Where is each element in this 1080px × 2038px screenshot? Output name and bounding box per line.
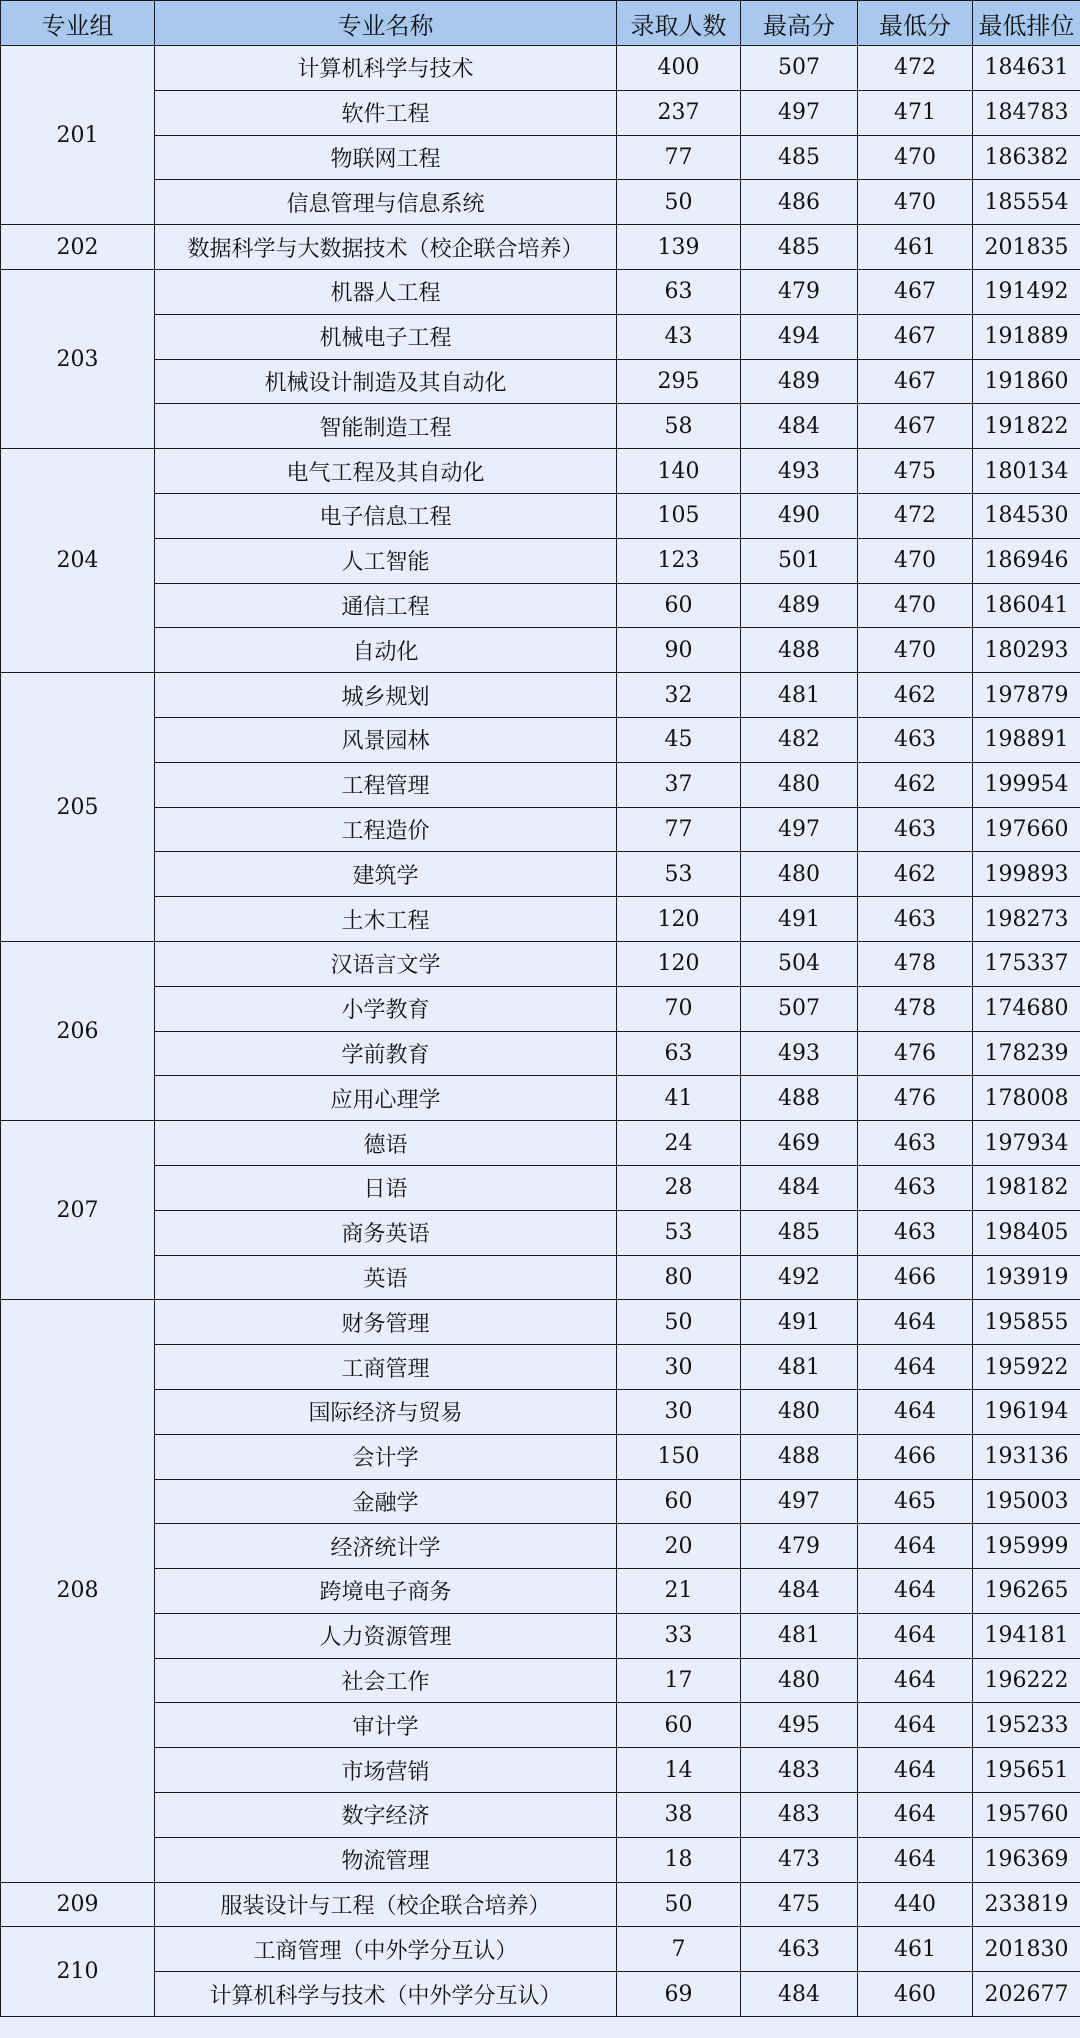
max-score-cell: 488: [741, 628, 858, 673]
max-score-cell: 484: [741, 1569, 858, 1614]
major-name-cell: 风景园林: [155, 717, 617, 762]
table-row: [1, 225, 1080, 270]
major-name-cell: 会计学: [155, 1434, 617, 1479]
enrolled-count-cell: 30: [617, 1345, 741, 1390]
major-name-cell: 小学教育: [155, 986, 617, 1031]
min-score-cell: 470: [858, 583, 973, 628]
min-score-cell: 476: [858, 1031, 973, 1076]
enrolled-count-cell: 120: [617, 941, 741, 986]
min-score-cell: 464: [858, 1389, 973, 1434]
group-cell: 209: [1, 1882, 155, 1927]
max-score-cell: 483: [741, 1793, 858, 1838]
table-row: [1, 1210, 1080, 1255]
table-row: [1, 717, 1080, 762]
min-rank-cell: 197934: [973, 1121, 1080, 1166]
table-row: [1, 1837, 1080, 1882]
min-rank-cell: 196194: [973, 1389, 1080, 1434]
max-score-cell: 491: [741, 1300, 858, 1345]
major-name-cell: 汉语言文学: [155, 941, 617, 986]
table-row: [1, 359, 1080, 404]
table-row: [1, 852, 1080, 897]
min-score-cell: 464: [858, 1703, 973, 1748]
enrolled-count-cell: 70: [617, 986, 741, 1031]
min-score-cell: 461: [858, 225, 973, 270]
enrolled-count-cell: 50: [617, 1300, 741, 1345]
max-score-cell: 480: [741, 762, 858, 807]
major-name-cell: 计算机科学与技术（中外学分互认）: [155, 1972, 617, 2017]
min-rank-cell: 198405: [973, 1210, 1080, 1255]
header-min-score: 最低分: [858, 1, 973, 46]
enrolled-count-cell: 33: [617, 1613, 741, 1658]
enrolled-count-cell: 77: [617, 135, 741, 180]
min-score-cell: 464: [858, 1300, 973, 1345]
table-row: [1, 1434, 1080, 1479]
major-name-cell: 德语: [155, 1121, 617, 1166]
min-score-cell: 464: [858, 1658, 973, 1703]
table-row: [1, 1703, 1080, 1748]
min-rank-cell: 175337: [973, 941, 1080, 986]
group-cell: 203: [1, 269, 155, 448]
group-cell: 204: [1, 449, 155, 673]
enrolled-count-cell: 50: [617, 180, 741, 225]
header-row: [1, 1, 1080, 46]
enrolled-count-cell: 150: [617, 1434, 741, 1479]
min-score-cell: 462: [858, 852, 973, 897]
major-name-cell: 电子信息工程: [155, 493, 617, 538]
max-score-cell: 485: [741, 1210, 858, 1255]
min-rank-cell: 195922: [973, 1345, 1080, 1390]
major-name-cell: 人力资源管理: [155, 1613, 617, 1658]
min-score-cell: 470: [858, 538, 973, 583]
min-rank-cell: 196265: [973, 1569, 1080, 1614]
group-cell: 210: [1, 1927, 155, 2017]
min-score-cell: 464: [858, 1793, 973, 1838]
group-cell: 202: [1, 225, 155, 270]
max-score-cell: 488: [741, 1076, 858, 1121]
min-score-cell: 461: [858, 1927, 973, 1972]
header-enrolled-count: 录取人数: [617, 1, 741, 46]
major-name-cell: 数字经济: [155, 1793, 617, 1838]
min-rank-cell: 195855: [973, 1300, 1080, 1345]
header-min-rank: 最低排位: [973, 1, 1080, 46]
min-rank-cell: 233819: [973, 1882, 1080, 1927]
max-score-cell: 482: [741, 717, 858, 762]
max-score-cell: 463: [741, 1927, 858, 1972]
table-row: [1, 1569, 1080, 1614]
max-score-cell: 484: [741, 404, 858, 449]
header-group: 专业组: [1, 1, 155, 46]
group-cell: 208: [1, 1300, 155, 1882]
enrolled-count-cell: 295: [617, 359, 741, 404]
min-rank-cell: 191492: [973, 269, 1080, 314]
min-score-cell: 463: [858, 807, 973, 852]
max-score-cell: 480: [741, 852, 858, 897]
enrolled-count-cell: 53: [617, 852, 741, 897]
table-row: [1, 538, 1080, 583]
min-rank-cell: 180134: [973, 449, 1080, 494]
enrolled-count-cell: 28: [617, 1165, 741, 1210]
max-score-cell: 507: [741, 46, 858, 91]
max-score-cell: 469: [741, 1121, 858, 1166]
table-row: [1, 1389, 1080, 1434]
min-score-cell: 464: [858, 1748, 973, 1793]
min-score-cell: 464: [858, 1345, 973, 1390]
max-score-cell: 495: [741, 1703, 858, 1748]
min-rank-cell: 191822: [973, 404, 1080, 449]
enrolled-count-cell: 7: [617, 1927, 741, 1972]
enrolled-count-cell: 24: [617, 1121, 741, 1166]
min-rank-cell: 196222: [973, 1658, 1080, 1703]
major-name-cell: 智能制造工程: [155, 404, 617, 449]
major-name-cell: 社会工作: [155, 1658, 617, 1703]
max-score-cell: 480: [741, 1389, 858, 1434]
table-row: [1, 897, 1080, 942]
min-score-cell: 463: [858, 1165, 973, 1210]
major-name-cell: 物联网工程: [155, 135, 617, 180]
min-score-cell: 471: [858, 90, 973, 135]
enrolled-count-cell: 139: [617, 225, 741, 270]
min-score-cell: 463: [858, 717, 973, 762]
enrolled-count-cell: 120: [617, 897, 741, 942]
major-name-cell: 机械设计制造及其自动化: [155, 359, 617, 404]
enrolled-count-cell: 21: [617, 1569, 741, 1614]
min-score-cell: 464: [858, 1524, 973, 1569]
table-row: [1, 807, 1080, 852]
min-rank-cell: 193919: [973, 1255, 1080, 1300]
table-row: [1, 449, 1080, 494]
max-score-cell: 486: [741, 180, 858, 225]
major-name-cell: 审计学: [155, 1703, 617, 1748]
major-name-cell: 学前教育: [155, 1031, 617, 1076]
major-name-cell: 电气工程及其自动化: [155, 449, 617, 494]
major-name-cell: 金融学: [155, 1479, 617, 1524]
min-score-cell: 464: [858, 1837, 973, 1882]
group-cell: 201: [1, 46, 155, 225]
max-score-cell: 479: [741, 269, 858, 314]
table-row: [1, 1479, 1080, 1524]
min-rank-cell: 195999: [973, 1524, 1080, 1569]
table-row: [1, 583, 1080, 628]
min-score-cell: 464: [858, 1569, 973, 1614]
table-header: [1, 1, 1080, 46]
max-score-cell: 484: [741, 1165, 858, 1210]
major-name-cell: 城乡规划: [155, 673, 617, 718]
min-score-cell: 465: [858, 1479, 973, 1524]
min-rank-cell: 186041: [973, 583, 1080, 628]
major-name-cell: 土木工程: [155, 897, 617, 942]
min-score-cell: 460: [858, 1972, 973, 2017]
min-score-cell: 470: [858, 135, 973, 180]
major-name-cell: 计算机科学与技术: [155, 46, 617, 91]
min-rank-cell: 184631: [973, 46, 1080, 91]
enrolled-count-cell: 140: [617, 449, 741, 494]
table-row: [1, 1613, 1080, 1658]
max-score-cell: 489: [741, 583, 858, 628]
min-rank-cell: 184783: [973, 90, 1080, 135]
min-score-cell: 470: [858, 180, 973, 225]
min-rank-cell: 197660: [973, 807, 1080, 852]
min-score-cell: 467: [858, 404, 973, 449]
enrolled-count-cell: 237: [617, 90, 741, 135]
enrolled-count-cell: 63: [617, 1031, 741, 1076]
table-row: [1, 628, 1080, 673]
enrolled-count-cell: 400: [617, 46, 741, 91]
table-row: [1, 314, 1080, 359]
min-score-cell: 472: [858, 493, 973, 538]
min-rank-cell: 178239: [973, 1031, 1080, 1076]
max-score-cell: 480: [741, 1658, 858, 1703]
max-score-cell: 501: [741, 538, 858, 583]
table-row: [1, 941, 1080, 986]
table-row: [1, 1658, 1080, 1703]
min-score-cell: 467: [858, 359, 973, 404]
min-rank-cell: 185554: [973, 180, 1080, 225]
major-name-cell: 信息管理与信息系统: [155, 180, 617, 225]
min-rank-cell: 178008: [973, 1076, 1080, 1121]
enrolled-count-cell: 90: [617, 628, 741, 673]
enrolled-count-cell: 43: [617, 314, 741, 359]
min-score-cell: 467: [858, 269, 973, 314]
table-row: [1, 269, 1080, 314]
max-score-cell: 481: [741, 673, 858, 718]
min-score-cell: 478: [858, 941, 973, 986]
group-cell: 205: [1, 673, 155, 942]
enrolled-count-cell: 20: [617, 1524, 741, 1569]
major-name-cell: 工程管理: [155, 762, 617, 807]
table-row: [1, 762, 1080, 807]
max-score-cell: 493: [741, 449, 858, 494]
enrolled-count-cell: 38: [617, 1793, 741, 1838]
enrolled-count-cell: 18: [617, 1837, 741, 1882]
min-rank-cell: 180293: [973, 628, 1080, 673]
min-rank-cell: 195651: [973, 1748, 1080, 1793]
table-row: [1, 986, 1080, 1031]
enrolled-count-cell: 41: [617, 1076, 741, 1121]
min-rank-cell: 198182: [973, 1165, 1080, 1210]
max-score-cell: 481: [741, 1345, 858, 1390]
major-name-cell: 工程造价: [155, 807, 617, 852]
major-name-cell: 软件工程: [155, 90, 617, 135]
enrolled-count-cell: 63: [617, 269, 741, 314]
enrolled-count-cell: 32: [617, 673, 741, 718]
max-score-cell: 484: [741, 1972, 858, 2017]
group-cell: 207: [1, 1121, 155, 1300]
enrolled-count-cell: 30: [617, 1389, 741, 1434]
min-score-cell: 472: [858, 46, 973, 91]
min-rank-cell: 186946: [973, 538, 1080, 583]
table-row: [1, 1748, 1080, 1793]
table-row: [1, 1031, 1080, 1076]
enrolled-count-cell: 60: [617, 1479, 741, 1524]
table-row: [1, 1300, 1080, 1345]
min-rank-cell: 195760: [973, 1793, 1080, 1838]
min-rank-cell: 201835: [973, 225, 1080, 270]
major-name-cell: 国际经济与贸易: [155, 1389, 617, 1434]
enrolled-count-cell: 80: [617, 1255, 741, 1300]
table-row: [1, 1345, 1080, 1390]
max-score-cell: 507: [741, 986, 858, 1031]
enrolled-count-cell: 105: [617, 493, 741, 538]
max-score-cell: 483: [741, 1748, 858, 1793]
min-score-cell: 463: [858, 897, 973, 942]
major-name-cell: 自动化: [155, 628, 617, 673]
min-rank-cell: 186382: [973, 135, 1080, 180]
table-row: [1, 1972, 1080, 2017]
max-score-cell: 479: [741, 1524, 858, 1569]
min-score-cell: 475: [858, 449, 973, 494]
min-score-cell: 466: [858, 1255, 973, 1300]
enrolled-count-cell: 14: [617, 1748, 741, 1793]
major-name-cell: 机器人工程: [155, 269, 617, 314]
table-row: [1, 1524, 1080, 1569]
min-score-cell: 466: [858, 1434, 973, 1479]
min-score-cell: 464: [858, 1613, 973, 1658]
major-name-cell: 财务管理: [155, 1300, 617, 1345]
min-rank-cell: 193136: [973, 1434, 1080, 1479]
min-rank-cell: 195003: [973, 1479, 1080, 1524]
major-name-cell: 工商管理（中外学分互认）: [155, 1927, 617, 1972]
min-score-cell: 463: [858, 1210, 973, 1255]
min-rank-cell: 202677: [973, 1972, 1080, 2017]
group-cell: 206: [1, 941, 155, 1120]
min-score-cell: 462: [858, 673, 973, 718]
major-name-cell: 机械电子工程: [155, 314, 617, 359]
min-rank-cell: 198891: [973, 717, 1080, 762]
major-name-cell: 经济统计学: [155, 1524, 617, 1569]
max-score-cell: 497: [741, 90, 858, 135]
enrolled-count-cell: 37: [617, 762, 741, 807]
min-rank-cell: 201830: [973, 1927, 1080, 1972]
table-row: [1, 1882, 1080, 1927]
major-name-cell: 英语: [155, 1255, 617, 1300]
min-score-cell: 467: [858, 314, 973, 359]
major-name-cell: 建筑学: [155, 852, 617, 897]
table-row: [1, 404, 1080, 449]
min-score-cell: 470: [858, 628, 973, 673]
major-name-cell: 跨境电子商务: [155, 1569, 617, 1614]
major-name-cell: 日语: [155, 1165, 617, 1210]
enrolled-count-cell: 60: [617, 1703, 741, 1748]
major-name-cell: 数据科学与大数据技术（校企联合培养）: [155, 225, 617, 270]
max-score-cell: 490: [741, 493, 858, 538]
table-row: [1, 1927, 1080, 1972]
min-rank-cell: 194181: [973, 1613, 1080, 1658]
major-name-cell: 人工智能: [155, 538, 617, 583]
header-max-score: 最高分: [741, 1, 858, 46]
table-row: [1, 493, 1080, 538]
min-score-cell: 463: [858, 1121, 973, 1166]
min-rank-cell: 197879: [973, 673, 1080, 718]
table-row: [1, 1165, 1080, 1210]
min-rank-cell: 199893: [973, 852, 1080, 897]
enrolled-count-cell: 50: [617, 1882, 741, 1927]
table-row: [1, 1121, 1080, 1166]
min-rank-cell: 198273: [973, 897, 1080, 942]
min-rank-cell: 195233: [973, 1703, 1080, 1748]
min-score-cell: 476: [858, 1076, 973, 1121]
max-score-cell: 497: [741, 1479, 858, 1524]
max-score-cell: 491: [741, 897, 858, 942]
table-body: [1, 46, 1080, 2017]
enrolled-count-cell: 60: [617, 583, 741, 628]
max-score-cell: 485: [741, 135, 858, 180]
table-row: [1, 1076, 1080, 1121]
header-major-name: 专业名称: [155, 1, 617, 46]
max-score-cell: 481: [741, 1613, 858, 1658]
enrolled-count-cell: 58: [617, 404, 741, 449]
major-name-cell: 服装设计与工程（校企联合培养）: [155, 1882, 617, 1927]
max-score-cell: 488: [741, 1434, 858, 1479]
enrolled-count-cell: 17: [617, 1658, 741, 1703]
enrolled-count-cell: 123: [617, 538, 741, 583]
max-score-cell: 504: [741, 941, 858, 986]
major-name-cell: 市场营销: [155, 1748, 617, 1793]
major-name-cell: 应用心理学: [155, 1076, 617, 1121]
table-row: [1, 46, 1080, 91]
major-name-cell: 商务英语: [155, 1210, 617, 1255]
min-score-cell: 478: [858, 986, 973, 1031]
max-score-cell: 497: [741, 807, 858, 852]
min-rank-cell: 196369: [973, 1837, 1080, 1882]
enrolled-count-cell: 77: [617, 807, 741, 852]
max-score-cell: 493: [741, 1031, 858, 1076]
min-score-cell: 440: [858, 1882, 973, 1927]
enrolled-count-cell: 69: [617, 1972, 741, 2017]
major-name-cell: 通信工程: [155, 583, 617, 628]
max-score-cell: 473: [741, 1837, 858, 1882]
major-name-cell: 物流管理: [155, 1837, 617, 1882]
min-rank-cell: 174680: [973, 986, 1080, 1031]
enrolled-count-cell: 45: [617, 717, 741, 762]
table-row: [1, 1793, 1080, 1838]
max-score-cell: 485: [741, 225, 858, 270]
max-score-cell: 489: [741, 359, 858, 404]
enrolled-count-cell: 53: [617, 1210, 741, 1255]
max-score-cell: 475: [741, 1882, 858, 1927]
min-rank-cell: 191860: [973, 359, 1080, 404]
table-row: [1, 673, 1080, 718]
table-row: [1, 1255, 1080, 1300]
table-row: [1, 135, 1080, 180]
table-row: [1, 180, 1080, 225]
min-rank-cell: 191889: [973, 314, 1080, 359]
max-score-cell: 492: [741, 1255, 858, 1300]
min-score-cell: 462: [858, 762, 973, 807]
min-rank-cell: 184530: [973, 493, 1080, 538]
min-rank-cell: 199954: [973, 762, 1080, 807]
table-row: [1, 90, 1080, 135]
max-score-cell: 494: [741, 314, 858, 359]
major-name-cell: 工商管理: [155, 1345, 617, 1390]
